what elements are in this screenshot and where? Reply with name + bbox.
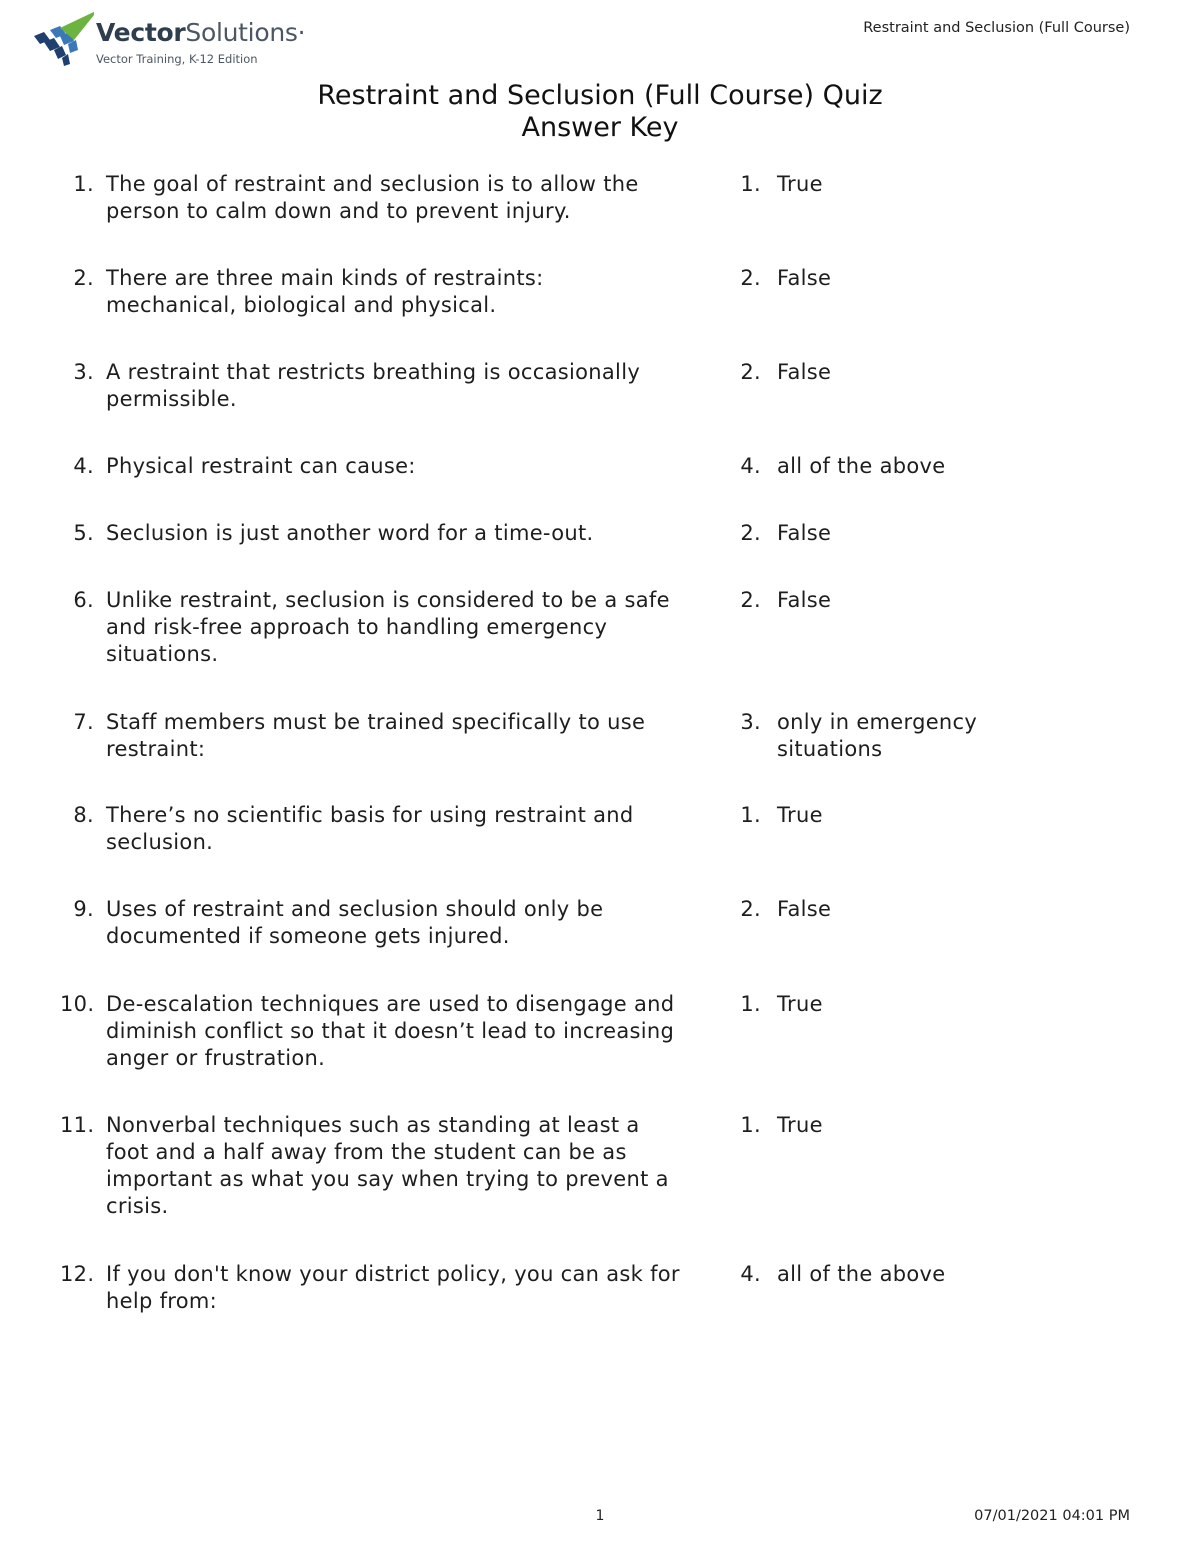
answer-text: False bbox=[777, 360, 832, 384]
question-number: 9. bbox=[73, 897, 94, 921]
question-item bbox=[60, 520, 680, 547]
answer-number: 4. bbox=[740, 454, 761, 478]
answer-item bbox=[735, 520, 1035, 547]
answer-text: True bbox=[777, 992, 823, 1016]
question-text: If you don't know your district policy, you can ask for help from: bbox=[106, 1262, 680, 1313]
answer-item bbox=[735, 587, 1035, 614]
question-text: A restraint that restricts breathing is occasionally permissible. bbox=[106, 360, 641, 411]
vector-logo-mark-icon bbox=[30, 10, 94, 68]
answer-item bbox=[735, 991, 1035, 1018]
page-subtitle: Answer Key bbox=[521, 112, 679, 143]
answer-item bbox=[735, 896, 1035, 923]
answer-number: 1. bbox=[740, 992, 761, 1016]
question-item bbox=[60, 896, 680, 950]
question-text: The goal of restraint and seclusion is to allow the person to calm down and to prevent injury. bbox=[106, 172, 639, 223]
question-item bbox=[60, 453, 680, 480]
question-number: 5. bbox=[73, 521, 94, 545]
question-item bbox=[60, 991, 680, 1072]
answer-item bbox=[735, 1112, 1035, 1139]
question-item bbox=[60, 359, 680, 413]
question-item bbox=[60, 1261, 680, 1315]
logo-tagline: Vector Training, K-12 Edition bbox=[96, 52, 258, 66]
answer-text: only in emergency situations bbox=[777, 710, 978, 761]
page-number: 1 bbox=[595, 1508, 605, 1524]
question-item bbox=[60, 709, 680, 763]
answer-text: False bbox=[777, 897, 832, 921]
answer-item bbox=[735, 453, 1035, 480]
question-item bbox=[60, 265, 680, 319]
question-number: 6. bbox=[73, 588, 94, 612]
answer-number: 1. bbox=[740, 172, 761, 196]
answer-text: all of the above bbox=[777, 1262, 946, 1286]
question-number: 7. bbox=[73, 710, 94, 734]
question-item bbox=[60, 171, 680, 225]
answer-item bbox=[735, 171, 1035, 198]
answer-number: 1. bbox=[740, 803, 761, 827]
answer-text: False bbox=[777, 588, 832, 612]
footer-timestamp: 07/01/2021 04:01 PM bbox=[974, 1508, 1130, 1524]
question-text: Physical restraint can cause: bbox=[106, 454, 416, 478]
question-number: 2. bbox=[73, 266, 94, 290]
answer-number: 2. bbox=[740, 897, 761, 921]
question-number: 1. bbox=[73, 172, 94, 196]
answer-number: 2. bbox=[740, 588, 761, 612]
answer-item bbox=[735, 709, 1035, 763]
question-number: 8. bbox=[73, 803, 94, 827]
logo-brand: VectorSolutions· bbox=[96, 18, 306, 47]
answer-number: 1. bbox=[740, 1113, 761, 1137]
question-number: 10. bbox=[60, 992, 95, 1016]
question-text: De-escalation techniques are used to disengage and diminish conflict so that it doesn’t lead to increasing anger or frustration. bbox=[106, 992, 675, 1070]
question-text: There are three main kinds of restraints: mechanical, biological and physical. bbox=[106, 266, 544, 317]
running-header-title: Restraint and Seclusion (Full Course) bbox=[863, 20, 1130, 36]
page-title: Restraint and Seclusion (Full Course) Quiz bbox=[317, 80, 883, 111]
answer-text: all of the above bbox=[777, 454, 946, 478]
answer-item bbox=[735, 359, 1035, 386]
question-number: 11. bbox=[60, 1113, 95, 1137]
answer-text: True bbox=[777, 1113, 823, 1137]
question-number: 4. bbox=[73, 454, 94, 478]
answer-item bbox=[735, 802, 1035, 829]
question-item bbox=[60, 587, 680, 668]
answer-number: 2. bbox=[740, 360, 761, 384]
answer-item bbox=[735, 1261, 1035, 1288]
answer-item bbox=[735, 265, 1035, 292]
question-item bbox=[60, 802, 680, 856]
question-item bbox=[60, 1112, 680, 1220]
answer-number: 2. bbox=[740, 521, 761, 545]
question-number: 3. bbox=[73, 360, 94, 384]
question-text: There’s no scientific basis for using restraint and seclusion. bbox=[106, 803, 634, 854]
question-number: 12. bbox=[60, 1262, 95, 1286]
vector-solutions-logo bbox=[30, 8, 306, 72]
question-text: Seclusion is just another word for a time-out. bbox=[106, 521, 594, 545]
answer-number: 2. bbox=[740, 266, 761, 290]
question-text: Nonverbal techniques such as standing at least a foot and a half away from the student can be as important as what you say when trying to prevent a crisis. bbox=[106, 1113, 669, 1218]
question-text: Uses of restraint and seclusion should only be documented if someone gets injured. bbox=[106, 897, 604, 948]
question-text: Unlike restraint, seclusion is considered to be a safe and risk-free approach to handling emergency situations. bbox=[106, 588, 670, 666]
answer-number: 4. bbox=[740, 1262, 761, 1286]
answer-text: True bbox=[777, 803, 823, 827]
answer-text: False bbox=[777, 266, 832, 290]
answer-text: False bbox=[777, 521, 832, 545]
question-text: Staff members must be trained specifically to use restraint: bbox=[106, 710, 646, 761]
answer-text: True bbox=[777, 172, 823, 196]
answer-number: 3. bbox=[740, 710, 761, 734]
